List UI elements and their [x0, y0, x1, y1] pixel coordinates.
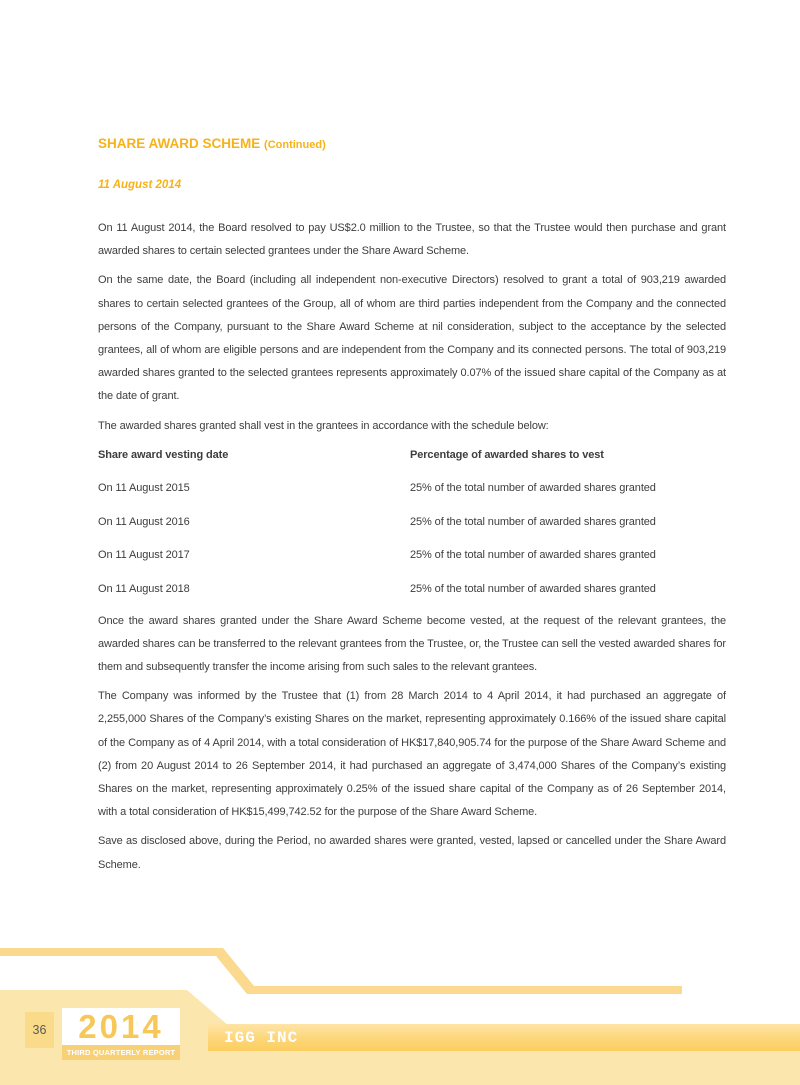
section-heading-title: SHARE AWARD SCHEME: [98, 136, 261, 151]
company-name: IGG INC: [224, 1028, 299, 1047]
column-header-vesting-date: Share award vesting date: [98, 448, 229, 461]
table-row: [98, 544, 726, 567]
page-number: 36: [25, 1012, 54, 1048]
percentage-cell: 25% of the total number of awarded shares granted: [410, 549, 656, 562]
report-logo: [62, 1008, 180, 1060]
logo-caption: THIRD QUARTERLY REPORT: [62, 1045, 180, 1060]
paragraph-vesting-intro: The awarded shares granted shall vest in the grantees in accordance with the schedule below:: [98, 419, 549, 432]
page-content: [98, 136, 726, 883]
table-row: [98, 578, 726, 601]
paragraph-grant-details: On the same date, the Board (including all independent non-executive Directors) resolved to grant a total of 903,219 awarded shares to certain selected grantees of the Group, all of whom are third parties independent from the Company and the connected persons of the Company, pursuant to the Share Award Scheme at nil consideration, subject to the acceptance by the selected grantees, all of whom are eligible persons and are independent from the Company and its connected persons. The total of 903,219 awarded shares granted to the selected grantees represents approximately 0.07% of the issued share capital of the Company as at the date of grant.: [98, 274, 726, 403]
table-header-row: [98, 444, 726, 467]
paragraph-trustee-payment: On 11 August 2014, the Board resolved to pay US$2.0 million to the Trustee, so that the Trustee would then purchase and grant awarded shares to certain selected grantees under the Share Award Scheme.: [98, 222, 726, 258]
vesting-schedule-table: [98, 444, 726, 601]
percentage-cell: 25% of the total number of awarded shares granted: [410, 582, 656, 595]
percentage-cell: 25% of the total number of awarded shares granted: [410, 515, 656, 528]
column-header-percentage: Percentage of awarded shares to vest: [410, 448, 604, 461]
vesting-date-cell: On 11 August 2018: [98, 582, 190, 595]
table-row: [98, 477, 726, 500]
paragraph-save-disclosed: Save as disclosed above, during the Period, no awarded shares were granted, vested, lapsed or cancelled under the Share Award Scheme.: [98, 835, 726, 871]
vesting-date-cell: On 11 August 2015: [98, 482, 190, 495]
logo-year: 2014: [62, 1008, 180, 1045]
section-heading-continued: (Continued): [264, 139, 326, 151]
vesting-date-cell: On 11 August 2017: [98, 549, 190, 562]
company-name-bar: [208, 1024, 800, 1051]
percentage-cell: 25% of the total number of awarded shares granted: [410, 482, 656, 495]
vesting-date-cell: On 11 August 2016: [98, 515, 190, 528]
section-heading: [98, 136, 726, 153]
paragraph-trustee-purchases: The Company was informed by the Trustee that (1) from 28 March 2014 to 4 April 2014, it had purchased an aggregate of 2,255,000 Shares of the Company’s existing Shares on the market, representing approximately 0.166% of the issued share capital of the Company as of 4 April 2014, with a total consideration of HK$17,840,905.74 for the purpose of the Share Award Scheme and (2) from 20 August 2014 to 26 September 2014, it had purchased an aggregate of 3,474,000 Shares of the Company’s existing Shares on the market, representing approximately 0.25% of the issued share capital of the Company as of 26 September 2014, with a total consideration of HK$15,499,742.52 for the purpose of the Share Award Scheme.: [98, 690, 726, 819]
table-row: [98, 511, 726, 534]
subsection-date-heading: 11 August 2014: [98, 179, 182, 191]
paragraph-vested-shares-transfer: Once the award shares granted under the Share Award Scheme become vested, at the request of the relevant grantees, the awarded shares can be transferred to the relevant grantees from the Trustee, or, the Trustee can sell the vested awarded shares for them and subsequently transfer the income arising from such sales to the relevant grantees.: [98, 614, 726, 673]
decorative-stripe: [0, 948, 800, 994]
